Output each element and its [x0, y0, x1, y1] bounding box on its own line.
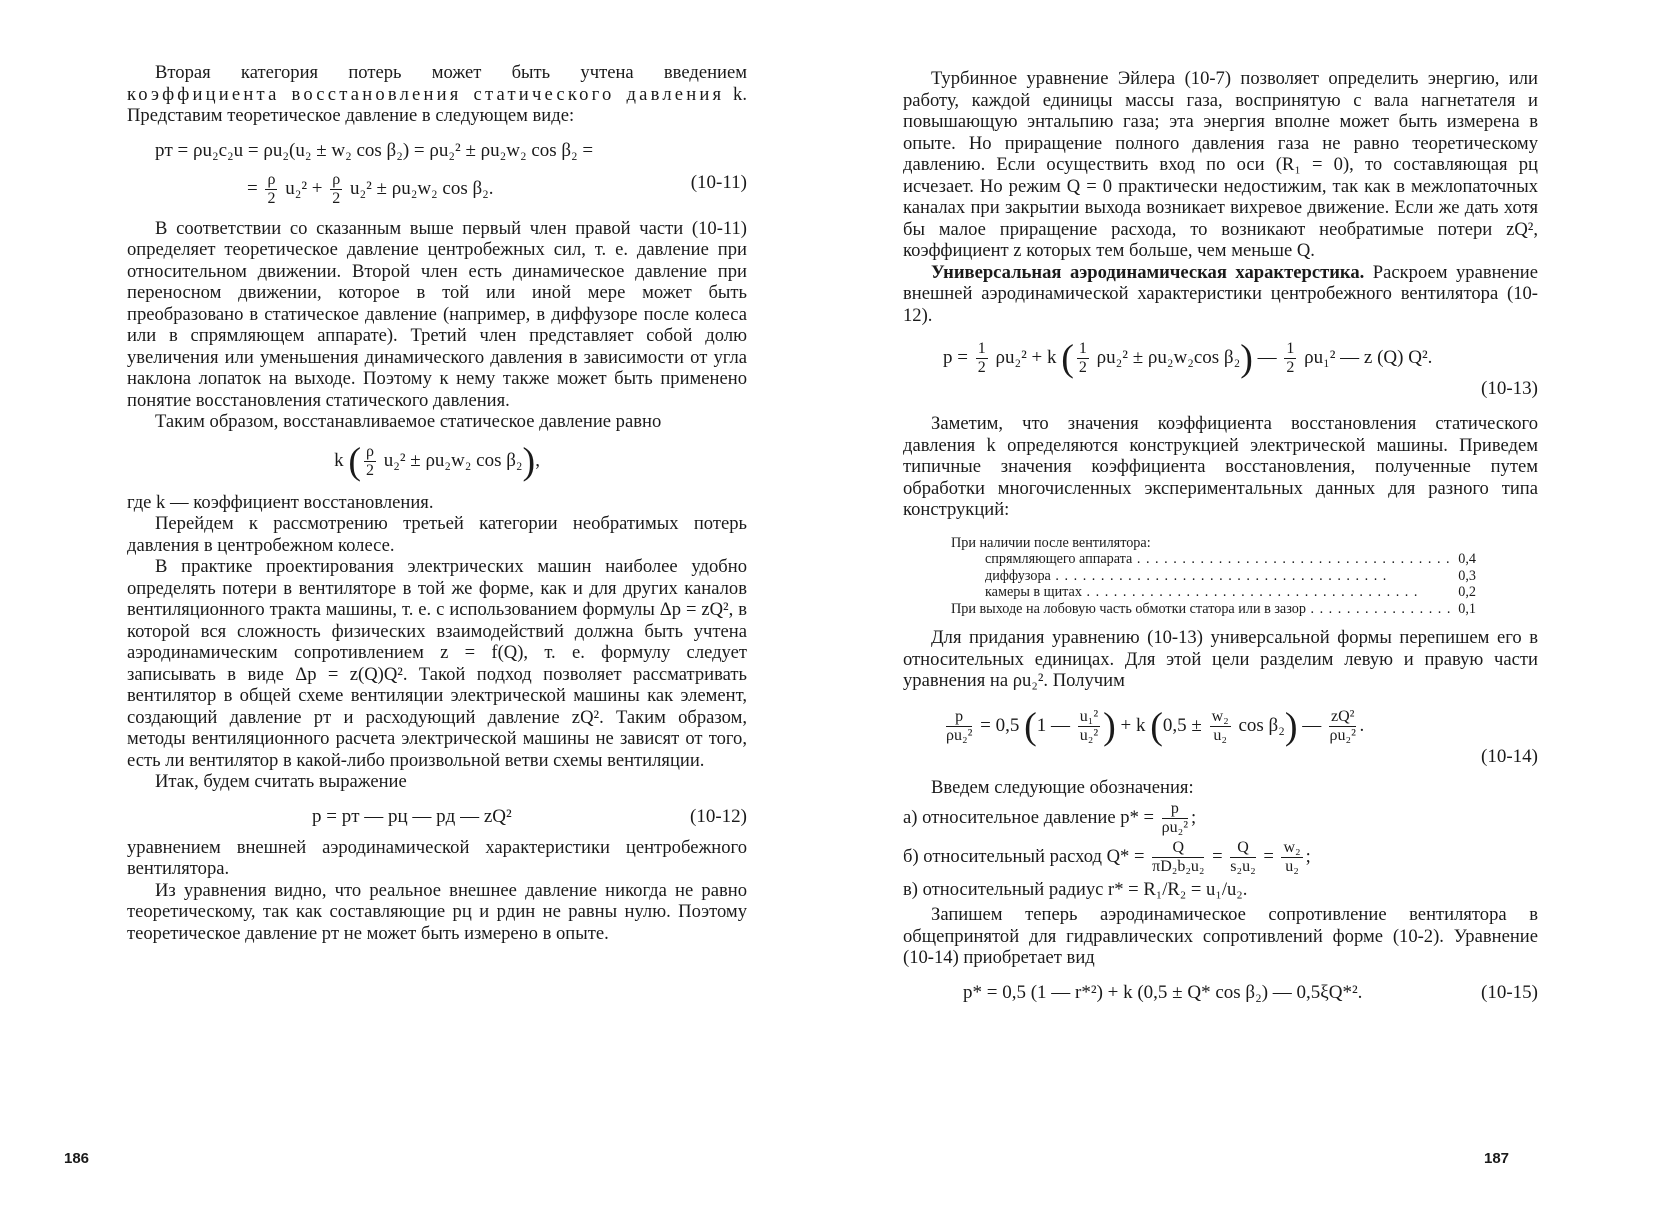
paragraph: Для придания уравнению (10-13) универсальной формы перепишем его в относительных единицах. Для этой цели разделим левую и правую части уравнения на ρu₂². Получим	[903, 627, 1538, 691]
equation-10-12: p = pт — pц — pд — zQ² (10-12)	[312, 805, 747, 827]
table-header: При наличии после вентилятора:	[951, 534, 1151, 551]
equation-number: (10-15)	[1481, 981, 1538, 1003]
left-column	[127, 62, 747, 944]
paragraph: В практике проектирования электрических машин наиболее удобно определять потери в вентиляторе в той же форме, как и для других каналов вентиляционного тракта машины, т. е. с использованием формулы Δp = zQ², в которой вся сложность физических взаимодействий должна быть учтена аэродинамическим сопротивлением z = f(Q), т. е. формулу следует записывать в виде Δp = z(Q)Q². Такой подход позволяет рассматривать вентилятор в общей схеме вентиляции электрической машины как элемент, создающий давление pт и расходующий давление zQ². Таким образом, методы вентиляционного расчета электрической машины не зависят от того, есть ли вентилятор в какой-либо произвольной ветви схемы вентиляции.	[127, 556, 747, 771]
equation-10-15: p* = 0,5 (1 — r*²) + k (0,5 ± Q* cos β₂) — 0,5ξQ*². (10-15)	[963, 981, 1538, 1003]
equation-10-14: $\frac{p}{\text{ρu₂²}}$ = 0,5 (1 — $\frac{\text{u₁²}}{\text{u₂²}}$ ) + k (0,5 ± $\frac{\text{w₂}}{\text{u₂}}$ cos β₂) — $\frac{\text{zQ²}}{\text{ρu₂²}}$ .	[946, 705, 1365, 747]
page-number: 187	[1484, 1150, 1510, 1167]
coefficient-table	[951, 535, 1476, 618]
paragraph: Универсальная аэродинамическая характерстика. Раскроем уравнение внешней аэродинамической характеристики центробежного вентилятора (10-12).	[903, 261, 1538, 326]
paragraph: Введем следующие обозначения:	[931, 776, 1194, 798]
table-row: спрямляющего аппарата . . . 0,4	[951, 551, 1476, 568]
equation-number: (10-14)	[1481, 745, 1538, 767]
paragraph: Перейдем к рассмотрению третьей категории необратимых потерь давления в центробежном колесе.	[127, 513, 747, 556]
equation-10-13: p = $\frac{1}{2}$ ρu₂² + k ( $\frac{1}{2}$ ρu₂² ± ρu₂w₂cos β₂) — $\frac{1}{2}$ ρu₁² — z (Q) Q².	[943, 337, 1433, 380]
list-item-a: а) относительное давление p* = $\frac{p}{\text{ρu₂²}}$ ;	[903, 800, 1197, 836]
equation-10-11-line1: pт = ρu₂c₂u = ρu₂(u₂ ± w₂ cos β₂) = ρu₂² ± ρu₂w₂ cos β₂ =	[155, 139, 594, 161]
equation-k-restored: k ( $\frac{\rho}{2}$ u₂² ± ρu₂w₂ cos β₂),	[334, 440, 540, 482]
paragraph: Турбинное уравнение Эйлера (10-7) позволяет определить энергию, или работу, каждой единицы массы газа, воспринятую с вала нагнетателя и повышающую энтальпию газа; эта энергия вполне может быть измерена в опыте. Но приращение полного давления газа не равно теоретическому давлению. Если осуществить вход по оси (R₁ = 0), то составляющая pц исчезает. Но режим Q = 0 практически недостижим, так как в межлопаточных каналах при закрытии выхода возникает вихревое движение. Если же дать хотя бы малое приращение расхода, то возникают необратимые потери zQ², коэффициент z которых тем больше, чем меньше Q.	[903, 68, 1538, 261]
table-row: диффузора . . . 0,3	[951, 568, 1476, 585]
paragraph: Итак, будем считать выражение	[155, 771, 407, 792]
table-row: камеры в щитах . . . 0,2	[951, 584, 1476, 601]
equation-number: (10-12)	[690, 805, 747, 827]
paragraph: где k — коэффициент восстановления.	[127, 491, 434, 513]
section-heading: Универсальная аэродинамическая характерстика.	[931, 261, 1365, 283]
paragraph: Таким образом, восстанавливаемое статическое давление равно	[155, 411, 662, 432]
equation-number: (10-13)	[1481, 378, 1538, 399]
right-column	[903, 62, 1538, 1005]
paragraph: Из уравнения видно, что реальное внешнее давление никогда не равно теоретическому, так как составляющие pц и pдин не равны нулю. Поэтому теоретическое давление pт не может быть измерено в опыте.	[127, 879, 747, 944]
list-item-b: б) относительный расход Q* = $\frac{Q}{\text{πD₂b₂u₂}}$ = $\frac{Q}{\text{s₂u₂}}$ = $\frac{\text{w₂}}{\text{u₂}}$ ;	[903, 839, 1311, 875]
page-number: 186	[64, 1150, 90, 1167]
table-row: При выходе на лобовую часть обмотки статора или в зазор . . . 0,1	[951, 601, 1476, 618]
paragraph: Запишем теперь аэродинамическое сопротивление вентилятора в общепринятой для гидравлических сопротивлений форме (10-2). Уравнение (10-14) приобретает вид	[903, 904, 1538, 968]
paragraph: Заметим, что значения коэффициента восстановления статического давления k определяются конструкцией электрической машины. Приведем типичные значения коэффициента восстановления, полученные путем обработки многочисленных экспериментальных данных для разного типа конструкций:	[903, 413, 1538, 520]
equation-number: (10-11)	[690, 171, 747, 193]
equation-10-11-line2: = $\frac{\rho}{2}$ u₂² + $\frac{\rho}{2}$ u₂² ± ρu₂w₂ cos β₂. (10-11)	[247, 170, 747, 207]
paragraph: В соответствии со сказанным выше первый член правой части (10-11) определяет теоретическое давление центробежных сил, т. е. давление при относительном движении. Второй член есть динамическое давление при переносном движении, которое в той или иной мере может быть преобразовано в статическое давление (например, в диффузоре после колеса или в спрямляющем аппарате). Третий член представляет собой долю увеличения или уменьшения динамического давления в зависимости от угла наклона лопаток на выходе. Поэтому к нему также может быть применено понятие восстановления статического давления.	[127, 217, 747, 411]
paragraph: Вторая категория потерь может быть учтена введением коэффициента восстановления статического давления k. Представим теоретическое давление в следующем виде:	[127, 62, 747, 126]
paragraph: уравнением внешней аэродинамической характеристики центробежного вентилятора.	[127, 836, 747, 879]
list-item-c: в) относительный радиус r* = R₁/R₂ = u₁/u₂.	[903, 879, 1248, 900]
right-page	[839, 0, 1678, 1220]
